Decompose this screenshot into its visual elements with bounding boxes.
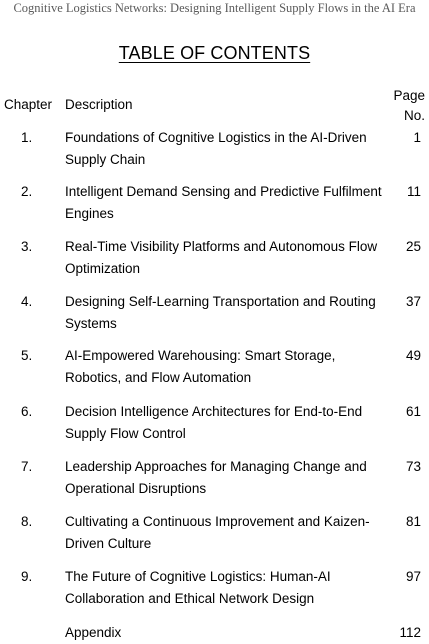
chapter-number: 9. xyxy=(21,569,33,584)
chapter-number: 5. xyxy=(21,348,33,363)
toc-entry xyxy=(0,511,429,555)
toc-entry xyxy=(0,291,429,335)
chapter-description: Cultivating a Continuous Improvement and Kaizen-Driven Culture xyxy=(65,514,370,551)
page-number: 49 xyxy=(405,348,421,363)
column-header-chapter: Chapter xyxy=(4,97,53,112)
chapter-number: 1. xyxy=(21,130,33,145)
page-title: TABLE OF CONTENTS xyxy=(118,43,311,63)
chapter-description: Foundations of Cognitive Logistics in the AI-Driven Supply Chain xyxy=(65,130,367,167)
chapter-number: 7. xyxy=(21,459,33,474)
page-number: 112 xyxy=(399,625,421,640)
toc-entry xyxy=(0,622,429,640)
toc-entry xyxy=(0,127,429,171)
toc-entry xyxy=(0,236,429,280)
page-number: 61 xyxy=(405,404,421,419)
page-number: 25 xyxy=(405,239,421,254)
chapter-description: Designing Self-Learning Transportation and Routing Systems xyxy=(65,294,376,331)
toc-entry xyxy=(0,566,429,610)
toc-entry xyxy=(0,181,429,225)
page-number: 1 xyxy=(413,130,421,145)
chapter-number: 2. xyxy=(21,184,33,199)
chapter-description: Leadership Approaches for Managing Change and Operational Disruptions xyxy=(65,459,367,496)
chapter-description: Intelligent Demand Sensing and Predictive Fulfilment Engines xyxy=(65,184,382,221)
chapter-description: AI-Empowered Warehousing: Smart Storage, Robotics, and Flow Automation xyxy=(65,348,336,385)
toc-entry xyxy=(0,456,429,500)
page-number: 73 xyxy=(405,459,421,474)
toc-entry xyxy=(0,401,429,445)
toc-entry xyxy=(0,345,429,389)
page-number: 97 xyxy=(405,569,421,584)
chapter-number: 6. xyxy=(21,404,33,419)
column-header-description: Description xyxy=(65,97,133,112)
chapter-description: The Future of Cognitive Logistics: Human-AI Collaboration and Ethical Network Design xyxy=(65,569,331,606)
column-header-page: Page No. xyxy=(393,88,425,123)
chapter-number: 4. xyxy=(21,294,33,309)
chapter-number: 3. xyxy=(21,239,33,254)
running-header: Cognitive Logistics Networks: Designing Intelligent Supply Flows in the AI Era xyxy=(13,1,416,15)
chapter-number: 8. xyxy=(21,514,33,529)
page-number: 37 xyxy=(405,294,421,309)
page-number: 81 xyxy=(405,514,421,529)
chapter-description: Appendix xyxy=(65,625,122,640)
chapter-description: Real-Time Visibility Platforms and Autonomous Flow Optimization xyxy=(65,239,378,276)
chapter-description: Decision Intelligence Architectures for End-to-End Supply Flow Control xyxy=(65,404,363,441)
page-number: 11 xyxy=(406,184,421,199)
